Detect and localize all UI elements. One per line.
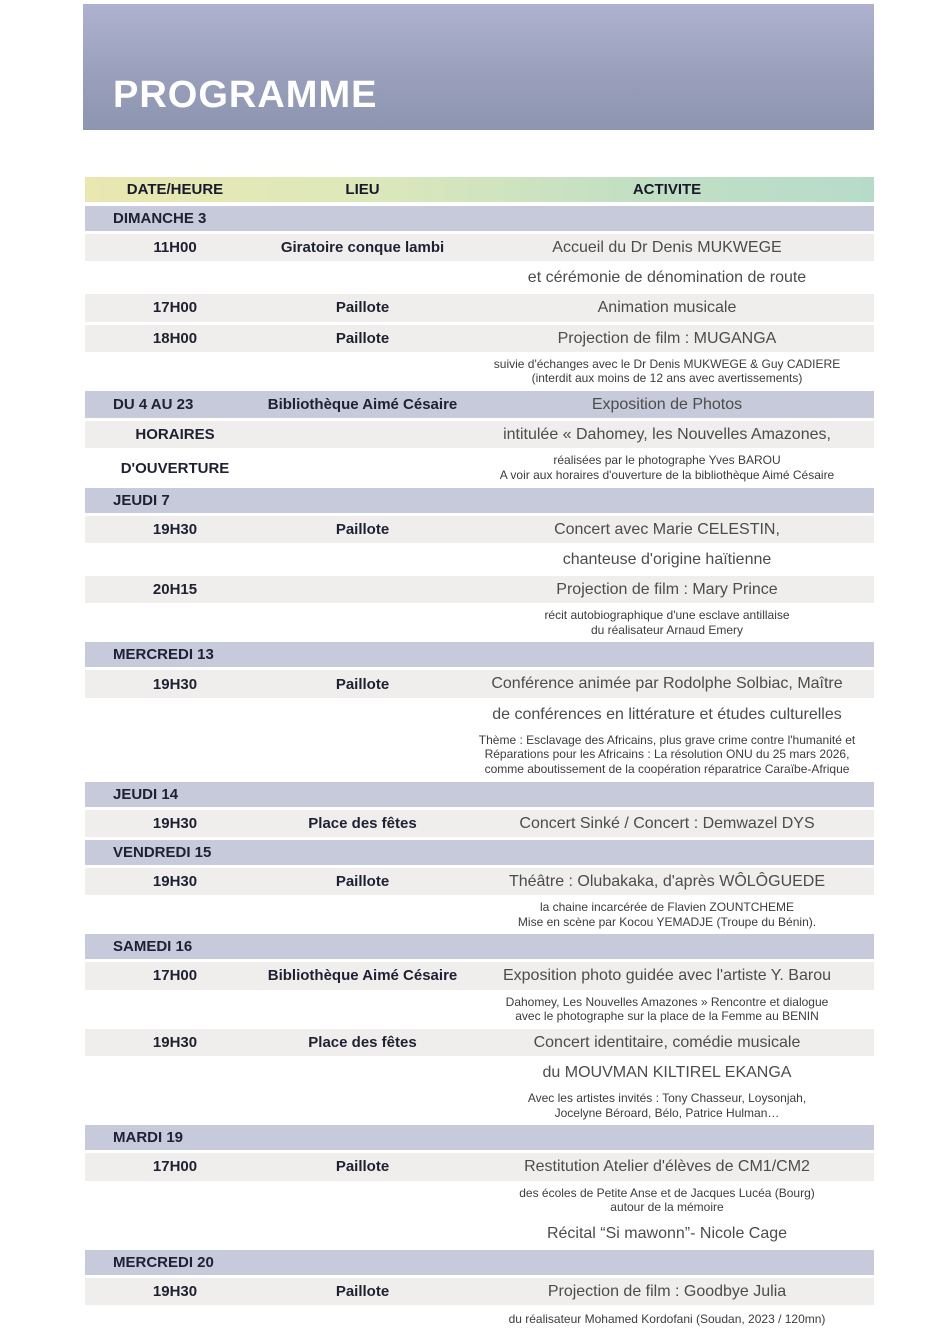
event-row bbox=[85, 1184, 874, 1217]
activity-cell bbox=[460, 810, 874, 837]
date-cell: 19H30 bbox=[152, 1283, 198, 1301]
activity-line: Mise en scène par Kocou YEMADJE (Troupe du Bénin). bbox=[517, 914, 817, 929]
programme-banner bbox=[83, 4, 874, 130]
activity-cell bbox=[460, 945, 874, 949]
event-row bbox=[85, 962, 874, 989]
activity-cell bbox=[460, 421, 874, 448]
section-row bbox=[85, 840, 874, 865]
activity-line: Jocelyne Béroard, Bélo, Patrice Hulman… bbox=[554, 1105, 780, 1120]
section-row bbox=[85, 1250, 874, 1275]
activity-line: Conférence animée par Rodolphe Solbiac, Maître bbox=[491, 675, 843, 693]
activity-cell bbox=[460, 868, 874, 895]
activity-line: Réparations pour les Africains : La résolution ONU du 25 mars 2026, bbox=[484, 747, 850, 762]
activity-cell bbox=[460, 731, 874, 779]
activity-line: et cérémonie de dénomination de route bbox=[527, 269, 807, 287]
date-cell: 19H30 bbox=[152, 872, 198, 890]
activity-line: Concert identitaire, comédie musicale bbox=[533, 1033, 801, 1051]
activity-cell bbox=[460, 850, 874, 854]
event-row bbox=[85, 576, 874, 603]
activity-cell bbox=[460, 498, 874, 502]
date-cell: JEUDI 14 bbox=[113, 785, 179, 803]
date-cell: 17H00 bbox=[152, 299, 198, 317]
activity-line: comme aboutissement de la coopération réparatrice Caraïbe-Afrique bbox=[484, 762, 850, 777]
event-row bbox=[85, 731, 874, 779]
activity-cell bbox=[460, 451, 874, 484]
activity-line: suivie d'échanges avec le Dr Denis MUKWEGE & Guy CADIERE bbox=[493, 356, 841, 371]
date-cell: DIMANCHE 3 bbox=[113, 210, 207, 227]
date-cell: VENDREDI 15 bbox=[113, 843, 212, 861]
activity-line: Projection de film : Mary Prince bbox=[556, 581, 778, 598]
lieu-cell: Paillote bbox=[335, 1283, 390, 1301]
activity-cell bbox=[460, 898, 874, 931]
date-cell: DU 4 AU 23 bbox=[113, 396, 194, 414]
event-row bbox=[85, 898, 874, 931]
activity-line: (interdit aux moins de 12 ans avec avertissements) bbox=[531, 371, 803, 386]
lieu-cell: Place des fêtes bbox=[308, 1033, 417, 1051]
activity-cell bbox=[460, 1059, 874, 1086]
event-row bbox=[85, 264, 874, 291]
activity-cell bbox=[460, 1029, 874, 1056]
event-row bbox=[85, 1153, 874, 1180]
date-cell: 17H00 bbox=[152, 1158, 198, 1176]
table-header bbox=[85, 177, 874, 202]
lieu-cell: Giratoire conque lambi bbox=[280, 239, 445, 257]
activity-cell bbox=[460, 264, 874, 291]
activity-cell bbox=[460, 355, 874, 388]
table-body bbox=[85, 206, 874, 1330]
activity-cell bbox=[460, 1153, 874, 1180]
activity-line: du réalisateur Mohamed Kordofani (Soudan, 2023 / 120mn) bbox=[508, 1311, 826, 1326]
activity-line: Accueil du Dr Denis MUKWEGE bbox=[552, 239, 782, 256]
event-row bbox=[85, 701, 874, 728]
activity-line: récit autobiographique d'une esclave antillaise bbox=[544, 608, 790, 623]
activity-line: chanteuse d'origine haïtienne bbox=[562, 550, 772, 568]
activity-line: Exposition de Photos bbox=[591, 396, 743, 413]
activity-line: Exposition photo guidée avec l'artiste Y. Barou bbox=[502, 967, 831, 985]
event-row bbox=[85, 516, 874, 543]
activity-line: Concert avec Marie CELESTIN, bbox=[554, 520, 780, 538]
date-cell: MARDI 19 bbox=[113, 1129, 184, 1147]
activity-line: réalisées par le photographe Yves BAROU bbox=[553, 453, 781, 468]
lieu-cell: Paillote bbox=[335, 872, 390, 890]
event-row bbox=[85, 1308, 874, 1330]
activity-line: du réalisateur Arnaud Emery bbox=[590, 622, 744, 637]
lieu-cell: Bibliothèque Aimé Césaire bbox=[267, 967, 458, 985]
activity-line: de conférences en littérature et études culturelles bbox=[492, 705, 842, 723]
section-row bbox=[85, 642, 874, 667]
activity-cell bbox=[460, 234, 874, 261]
schedule-table bbox=[85, 177, 874, 1333]
activity-line: A voir aux horaires d'ouverture de la bibliothèque Aimé Césaire bbox=[499, 468, 835, 482]
event-row bbox=[85, 294, 874, 321]
date-cell: SAMEDI 16 bbox=[113, 938, 193, 956]
activity-line: Concert Sinké / Concert : Demwazel DYS bbox=[519, 814, 815, 832]
activity-cell bbox=[460, 1184, 874, 1217]
event-row bbox=[85, 670, 874, 697]
date-cell: 19H30 bbox=[152, 520, 198, 538]
event-row bbox=[85, 1089, 874, 1122]
date-cell: 19H30 bbox=[152, 814, 198, 832]
date-cell: 18H00 bbox=[152, 329, 198, 347]
date-cell: HORAIRES bbox=[135, 426, 215, 444]
column-header-date-heure: DATE/HEURE bbox=[126, 181, 224, 198]
activity-cell bbox=[460, 792, 874, 796]
event-row bbox=[85, 810, 874, 837]
activity-cell bbox=[460, 1089, 874, 1122]
event-row bbox=[85, 234, 874, 261]
activity-line: Projection de film : Goodbye Julia bbox=[547, 1283, 787, 1300]
section-row bbox=[85, 206, 874, 231]
date-cell: MERCREDI 20 bbox=[113, 1254, 214, 1271]
activity-cell bbox=[460, 993, 874, 1026]
lieu-cell: Paillote bbox=[335, 329, 390, 347]
section-row bbox=[85, 391, 874, 418]
event-row bbox=[85, 325, 874, 352]
activity-line: Projection de film : MUGANGA bbox=[557, 329, 777, 347]
column-header-lieu: LIEU bbox=[345, 181, 380, 198]
date-cell: JEUDI 7 bbox=[113, 491, 170, 509]
section-row bbox=[85, 1125, 874, 1150]
activity-line: intitulée « Dahomey, les Nouvelles Amazones, bbox=[503, 426, 831, 444]
date-cell: 17H00 bbox=[152, 967, 198, 985]
activity-line: autour de la mémoire bbox=[610, 1200, 724, 1215]
event-row bbox=[85, 1059, 874, 1086]
activity-line: des écoles de Petite Anse et de Jacques Lucéa (Bourg) bbox=[519, 1185, 815, 1200]
event-row bbox=[85, 451, 874, 484]
date-cell: 11H00 bbox=[153, 239, 197, 257]
lieu-cell: Place des fêtes bbox=[308, 814, 417, 832]
event-row bbox=[85, 993, 874, 1026]
date-cell: 20H15 bbox=[152, 581, 198, 599]
event-row bbox=[85, 1029, 874, 1056]
activity-cell bbox=[460, 701, 874, 728]
activity-cell bbox=[460, 1136, 874, 1140]
lieu-cell: Paillote bbox=[335, 675, 390, 693]
activity-cell bbox=[460, 962, 874, 989]
page-title: PROGRAMME bbox=[113, 74, 378, 116]
activity-line: Animation musicale bbox=[597, 299, 737, 317]
activity-cell bbox=[460, 325, 874, 352]
activity-line: Thème : Esclavage des Africains, plus grave crime contre l'humanité et bbox=[478, 732, 856, 747]
event-row bbox=[85, 421, 874, 448]
activity-cell bbox=[460, 546, 874, 573]
event-row bbox=[85, 868, 874, 895]
date-cell: 19H30 bbox=[152, 675, 198, 693]
section-row bbox=[85, 488, 874, 513]
activity-line: avec le photographe sur la place de la Femme au BENIN bbox=[515, 1009, 819, 1024]
lieu-cell: Paillote bbox=[335, 299, 390, 317]
activity-line: Restitution Atelier d'élèves de CM1/CM2 bbox=[524, 1158, 810, 1176]
event-row bbox=[85, 1220, 874, 1247]
activity-line: du MOUVMAN KILTIREL EKANGA bbox=[542, 1063, 792, 1081]
date-cell: D'OUVERTURE bbox=[120, 459, 230, 477]
activity-cell bbox=[460, 1220, 874, 1247]
date-cell: 19H30 bbox=[152, 1033, 198, 1051]
event-row bbox=[85, 1278, 874, 1305]
activity-line: Avec les artistes invités : Tony Chasseur, Loysonjah, bbox=[527, 1091, 807, 1106]
event-row bbox=[85, 355, 874, 388]
activity-cell bbox=[460, 1310, 874, 1329]
lieu-cell: Paillote bbox=[335, 520, 390, 538]
activity-cell bbox=[460, 516, 874, 543]
activity-cell bbox=[460, 217, 874, 221]
column-header-activite: ACTIVITE bbox=[632, 181, 702, 198]
section-row bbox=[85, 782, 874, 807]
activity-line: la chaine incarcérée de Flavien ZOUNTCHEME bbox=[539, 900, 795, 915]
section-row bbox=[85, 934, 874, 959]
lieu-cell: Bibliothèque Aimé Césaire bbox=[267, 396, 458, 414]
activity-cell bbox=[460, 294, 874, 321]
activity-cell bbox=[460, 576, 874, 603]
activity-line: Récital “Si mawonn”- Nicole Cage bbox=[546, 1224, 788, 1242]
activity-cell bbox=[460, 1278, 874, 1305]
activity-cell bbox=[460, 391, 874, 418]
activity-cell bbox=[460, 653, 874, 657]
activity-cell bbox=[460, 670, 874, 697]
activity-line: Dahomey, Les Nouvelles Amazones » Rencontre et dialogue bbox=[505, 994, 829, 1009]
date-cell: MERCREDI 13 bbox=[113, 646, 214, 664]
activity-line: Théâtre : Olubakaka, d'après WÔLÔGUEDE bbox=[508, 872, 826, 890]
activity-cell bbox=[460, 1261, 874, 1265]
event-row bbox=[85, 606, 874, 639]
event-row bbox=[85, 546, 874, 573]
activity-cell bbox=[460, 606, 874, 639]
lieu-cell: Paillote bbox=[335, 1158, 390, 1176]
